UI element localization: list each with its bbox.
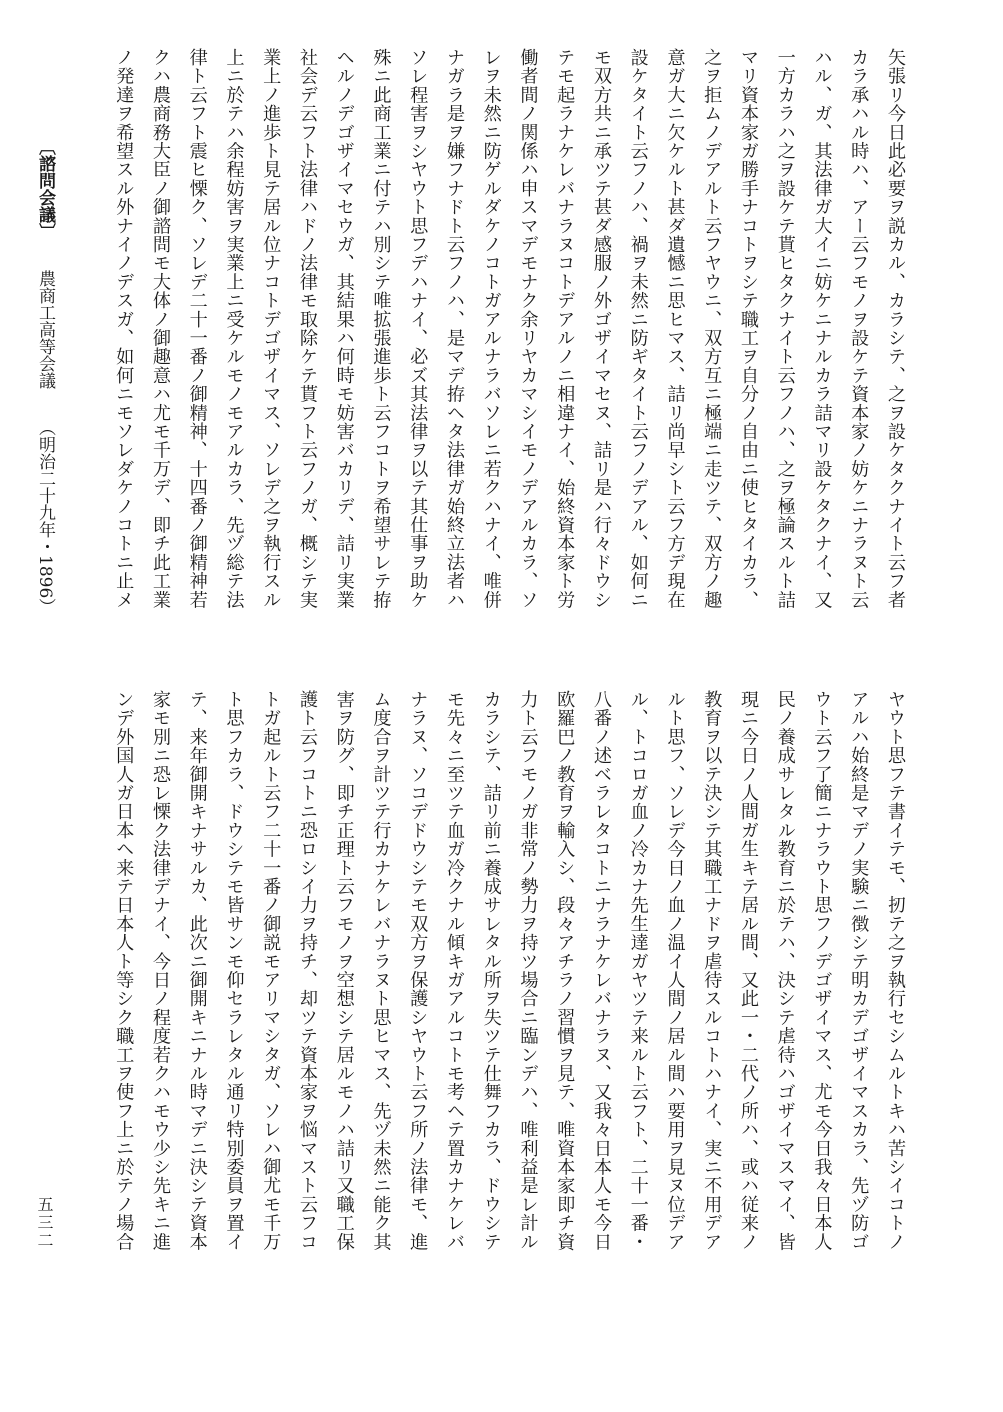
text-column: 民ノ養成サレタル教育ニ於テハ、決シテ虐待ハゴザイマスマイ、皆: [774, 690, 796, 1251]
text-column: 業上ノ進歩ト見テ居ル位ナコトデゴザイマス、ソレデ之ヲ執行スル: [260, 48, 282, 609]
text-column: 一方カラハ之ヲ設ケテ貰ヒタクナイト云フノハ、之ヲ極論スルト詰: [774, 48, 796, 609]
text-column: 害ヲ防グ、即チ正理ト云フモノヲ空想シテ居ルモノハ詰リ又職工保: [333, 690, 355, 1251]
text-column: ト思フカラ、ドウシテモ皆サンモ仰セラレタル通リ特別委員ヲ置イ: [223, 690, 245, 1251]
text-column: トガ起ルト云フ二十一番ノ御説モアリマシタガ、ソレハ御尤モ千万: [260, 690, 282, 1251]
text-column: テ、来年御開キナサルカ、此次ニ御開キニナル時マデニ決シテ資本: [186, 690, 208, 1251]
text-column: ンデ外国人ガ日本ヘ来テ日本人ト等シク職工ヲ使フ上ニ於テノ場合: [113, 690, 135, 1251]
text-column: 之ヲ拒ムノデアルト云フヤウニ、双方互ニ極端ニ走ツテ、双方ノ趣: [701, 48, 723, 609]
running-header: [36, 138, 53, 698]
text-column: テモ起ラナケレバナラヌコトデアルノニ相違ナイ、始終資本家ト労: [554, 48, 576, 609]
section-tag: 〔諮問会議〕: [35, 138, 55, 240]
text-column: ソレ程害ヲシヤウト思フデハナイ、必ズ其法律ヲ以テ其仕事ヲ助ケ: [407, 48, 429, 609]
text-column: ナラヌ、ソコデドウシテモ双方ヲ保護シヤウト云フ所ノ法律モ、進: [407, 690, 429, 1251]
text-block-lower: [114, 690, 904, 1318]
text-column: ル、トコロガ血ノ冷カナ先生達ガヤツテ来ルト云フト、二十一番・: [627, 690, 649, 1251]
publication-title: 農商工高等会議: [35, 270, 55, 389]
text-column: 上ニ於テハ余程妨害ヲ実業上ニ受ケルモノモアルカラ、先ヅ総テ法: [223, 48, 245, 609]
text-column: ナガラ是ヲ嫌フナドト云フノハ、是マデ拵ヘタ法律ガ始終立法者ハ: [443, 48, 465, 609]
text-column: ウト云フ了簡ニナラウト思フノデゴザイマス、尤モ今日我々日本人: [811, 690, 833, 1251]
publication-year: （明治二十九年・1896）: [35, 419, 55, 616]
text-column: 社会デ云フト法律ハドノ法律モ取除ケテ貰フト云フノガ、概シテ実: [296, 48, 318, 609]
text-block-upper: [114, 48, 904, 660]
text-column: マリ資本家ガ勝手ナコトヲシテ職工ヲ自分ノ自由ニ使ヒタイカラ、: [737, 48, 759, 609]
text-column: モ双方共ニ承ツテ甚ダ感服ノ外ゴザイマセヌ、詰リ是ハ行々ドウシ: [590, 48, 612, 609]
text-column: 家モ別ニ恐レ慄ク法律デナイ、今日ノ程度若クハモウ少シ先キニ進: [149, 690, 171, 1251]
text-column: ルト思フ、ソレデ今日ノ血ノ温イ人間ノ居ル間ハ要用ヲ見ヌ位デア: [664, 690, 686, 1251]
text-column: 欧羅巴ノ教育ヲ輸入シ、段々アチラノ習慣ヲ見テ、唯資本家即チ資: [554, 690, 576, 1251]
text-column: 律ト云フト震ヒ慄ク、ソレデ二十一番ノ御精神、十四番ノ御精神若: [186, 48, 208, 609]
text-column: 矢張リ今日此必要ヲ説カル、カラシテ、之ヲ設ケタクナイト云フ者: [884, 48, 906, 609]
text-column: 八番ノ述ベラレタコトニナラナケレバナラヌ、又我々日本人モ今日: [590, 690, 612, 1251]
text-column: アルハ始終是マデノ実験ニ徴シテ明カデゴザイマスカラ、先ヅ防ゴ: [848, 690, 870, 1251]
text-column: ハル、ガ、其法律ガ大イニ妨ケニナルカラ詰マリ設ケタクナイ、又: [811, 48, 833, 609]
text-column: 働者間ノ関係ハ申スマデモナク余リヤカマシイモノデアルカラ、ソ: [517, 48, 539, 609]
text-column: クハ農商務大臣ノ御諮問モ大体ノ御趣意ハ尤モ千万デ、即チ此工業: [149, 48, 171, 609]
text-column: モ先々ニ至ツテ血ガ冷クナル傾キガアルコトモ考ヘテ置カナケレバ: [443, 690, 465, 1251]
text-column: 意ガ大ニ欠ケルト甚ダ遺憾ニ思ヒマス、詰リ尚早シト云フ方デ現在: [664, 48, 686, 609]
text-column: ヘルノデゴザイマセウガ、其結果ハ何時モ妨害バカリデ、詰リ実業: [333, 48, 355, 609]
text-column: 力ト云フモノガ非常ノ勢力ヲ持ツ場合ニ臨ンデハ、唯利益是レ計ル: [517, 690, 539, 1251]
text-column: レヲ未然ニ防ゲルダケノコトガアルナラバソレニ若クハナイ、唯併: [480, 48, 502, 609]
page-number: 五三二: [35, 1196, 54, 1250]
text-column: ノ発達ヲ希望スル外ナイノデスガ、如何ニモソレダケノコトニ止メ: [113, 48, 135, 609]
text-column: 護ト云フコトニ恐ロシイ力ヲ持チ、却ツテ資本家ヲ悩マスト云フコ: [296, 690, 318, 1251]
text-column: 現ニ今日ノ人間ガ生キテ居ル間、又此一・二代ノ所ハ、或ハ従来ノ: [737, 690, 759, 1251]
text-column: カラ承ハル時ハ、アー云フモノヲ設ケテ資本家ノ妨ケニナラヌト云: [848, 48, 870, 609]
text-column: ヤウト思フテ書イテモ、扨テ之ヲ執行セシムルトキハ苦シイコトノ: [884, 690, 906, 1251]
text-column: 教育ヲ以テ決シテ其職工ナドヲ虐待スルコトハナイ、実ニ不用デア: [701, 690, 723, 1251]
text-column: ム度合ヲ計ツテ行カナケレバナラヌト思ヒマス、先ヅ未然ニ能ク其: [370, 690, 392, 1251]
text-column: 設ケタイト云フノハ、禍ヲ未然ニ防ギタイト云フノデアル、如何ニ: [627, 48, 649, 609]
text-column: カラシテ、詰リ前ニ養成サレタル所ヲ失ツテ仕舞フカラ、ドウシテ: [480, 690, 502, 1251]
text-column: 殊ニ此商工業ニ付テハ別シテ唯拡張進歩ト云フコトヲ希望サレテ拵: [370, 48, 392, 609]
